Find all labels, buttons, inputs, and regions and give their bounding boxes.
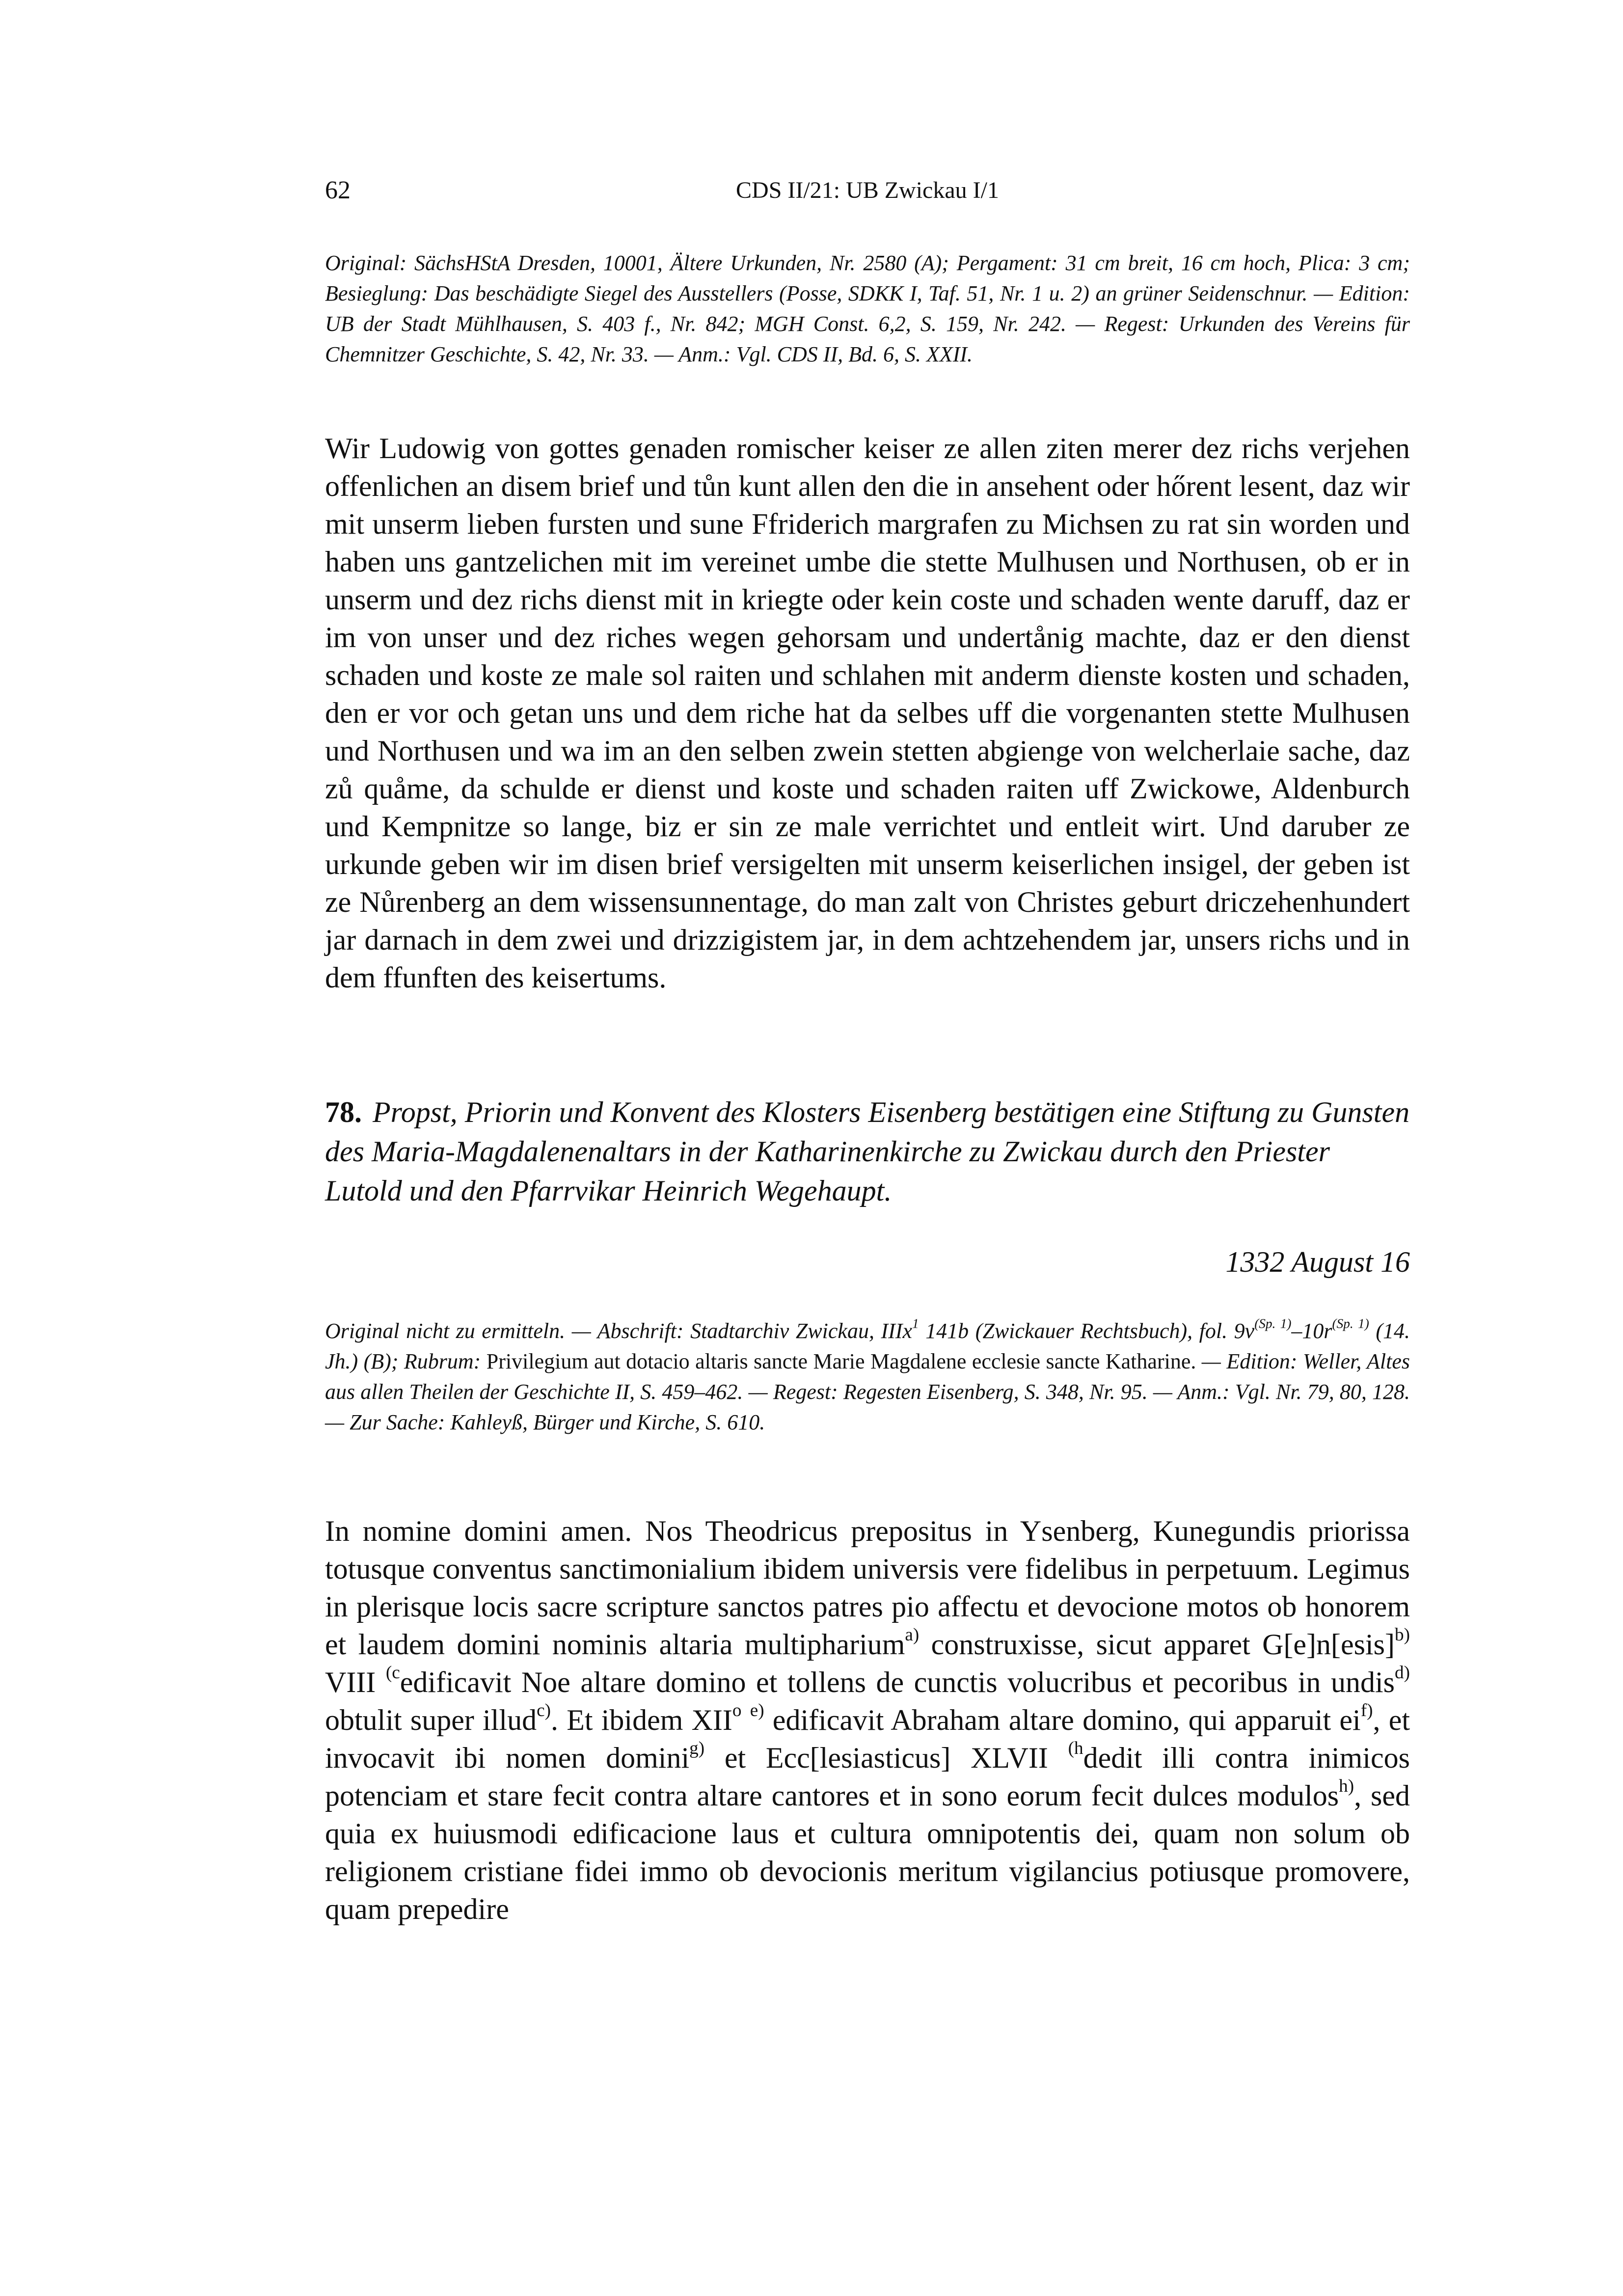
text-segment: construxisse, sicut apparet G[e]n[esis] bbox=[919, 1628, 1395, 1661]
doc78-source-note bbox=[325, 1316, 1410, 1438]
text-segment: obtulit super illud bbox=[325, 1704, 537, 1736]
text-segment: edificavit Abraham altare domino, qui apparuit ei bbox=[764, 1704, 1361, 1736]
doc78-body-text bbox=[325, 1512, 1410, 1928]
doc78-charter-text bbox=[325, 1512, 1410, 1928]
footnote-mark: h) bbox=[1339, 1776, 1354, 1797]
text-segment: et Ecc[lesiasticus] XLVII bbox=[704, 1742, 1068, 1774]
note-segment: Original nicht zu ermitteln. — Abschrift: Stadtarchiv Zwickau, IIIx bbox=[325, 1319, 912, 1343]
text-segment: . Et ibidem XII bbox=[550, 1704, 732, 1736]
footnote-mark: d) bbox=[1395, 1663, 1410, 1683]
doc78-number: 78. bbox=[325, 1096, 362, 1128]
text-segment: dedit illi contra inimicos potenciam et stare fecit contra altare cantores et in sono eorum fecit dulces modulos bbox=[325, 1742, 1410, 1812]
footnote-mark: f) bbox=[1360, 1700, 1373, 1721]
footnote-mark: a) bbox=[905, 1625, 920, 1645]
text-segment: edificavit Noe altare domino et tollens de cunctis volucribus et pecoribus in undis bbox=[400, 1666, 1395, 1698]
note-superscript: 1 bbox=[912, 1316, 919, 1331]
text-segment: , sed quia ex huiusmodi edificacione laus et cultura omnipotentis dei, quam non solum ob religionem cristiane fidei immo ob devocionis meritum vigilancius potiusque promovere, quam prepedire bbox=[325, 1779, 1410, 1925]
running-title: CDS II/21: UB Zwickau I/1 bbox=[736, 177, 999, 203]
doc78-title: Propst, Priorin und Konvent des Klosters Eisenberg bestätigen eine Stiftung zu Gunsten des Maria-Magdalenenaltars in der Katharinenkirche zu Zwickau durch den Priester Lutold und den Pfarrvikar Heinrich Wegehaupt. bbox=[325, 1096, 1410, 1207]
footnote-mark: b) bbox=[1395, 1625, 1410, 1645]
footnote-mark: g) bbox=[689, 1738, 705, 1759]
footnote-mark: c) bbox=[537, 1700, 551, 1721]
note-superscript: (Sp. 1) bbox=[1332, 1316, 1369, 1331]
note-segment: (14. Jh.) (B); Rubrum: bbox=[325, 1319, 1410, 1373]
doc77-body-text bbox=[325, 430, 1410, 997]
page-number: 62 bbox=[325, 176, 351, 204]
text-segment: In nomine domini amen. Nos Theodricus prepositus in Ysenberg, Kunegundis priorissa totusque conventus sanctimonialium ibidem universis vere fidelibus in perpetuum. Legimus in plerisque locis sacre scripture sanctos patres pio affectu et devocione motos ob honorem et laudem domini nominis altaria multipharium bbox=[325, 1515, 1410, 1661]
rubrum-text: Privilegium aut dotacio altaris sancte Marie Magdalene ecclesie sancte Katharine. bbox=[486, 1349, 1196, 1373]
footnote-mark: (h bbox=[1068, 1738, 1083, 1759]
doc77-source-note-text: Original: SächsHStA Dresden, 10001, Ältere Urkunden, Nr. 2580 (A); Pergament: 31 cm breit, 16 cm hoch, Plica: 3 cm; Besieglung: Das beschädigte Siegel des Ausstellers (Posse, SDKK I, Taf. 51, Nr. 1 u. 2) an grüner Seidenschnur. — Edition: UB der Stadt Mühlhausen, S. 403 f., Nr. 842; MGH Const. 6,2, S. 159, Nr. 242. — Regest: Urkunden des Vereins für Chemnitzer Geschichte, S. 42, Nr. 33. — Anm.: Vgl. CDS II, Bd. 6, S. XXII. bbox=[325, 251, 1410, 366]
ordinal-mark: o bbox=[732, 1700, 742, 1721]
doc78-source-note-text bbox=[325, 1316, 1410, 1438]
note-segment: –10r bbox=[1291, 1319, 1332, 1343]
text-segment: VIII bbox=[325, 1666, 386, 1698]
note-segment: 141b (Zwickauer Rechtsbuch), fol. 9v bbox=[919, 1319, 1255, 1343]
footnote-mark: (c bbox=[385, 1663, 400, 1683]
footnote-mark: e) bbox=[750, 1700, 764, 1721]
page-header bbox=[325, 171, 1410, 210]
doc78-heading bbox=[325, 1093, 1410, 1210]
doc77-charter-text: Wir Ludowig von gottes genaden romischer keiser ze allen ziten merer dez richs verjehen offenlichen an disem brief und tůn kunt allen den die in ansehent oder hőrent lesent, daz wir mit unserm lieben fursten und sune Ffriderich margrafen zu Michsen zu rat sin worden und haben uns gantzelichen mit im vereinet umbe die stette Mulhusen und Northusen, ob er in unserm und dez richs dienst mit in kriegte oder kein coste und schaden wente daruff, daz er im von unser und dez riches wegen gehorsam und undertånig machte, daz er den dienst schaden und koste ze male sol raiten und schlahen mit anderm dienste kosten und schaden, den er vor och getan uns und dem riche hat da selbes uff die vorgenanten stette Mulhusen und Northusen und wa im an den selben zwein stetten abgienge von welcherlaie sache, daz zů quåme, da schulde er dienst und koste und schaden raiten uff Zwickowe, Aldenburch und Kempnitze so lange, biz er sin ze male verrichtet und entleit wirt. Und daruber ze urkunde geben wir im disen brief versigelten mit unserm keiserlichen insigel, der geben ist ze Nůrenberg an dem wissensunnentage, do man zalt von Christes geburt driczehenhundert jar darnach in dem zwei und drizzigistem jar, in dem achtzehendem jar, unsers richs und in dem ffunften des keisertums. bbox=[325, 432, 1410, 994]
note-superscript: (Sp. 1) bbox=[1254, 1316, 1292, 1331]
doc78-date: 1332 August 16 bbox=[1225, 1246, 1410, 1278]
text-segment: , et invocavit ibi nomen domini bbox=[325, 1704, 1410, 1774]
note-segment: — Edition: Weller, Altes aus allen Theilen der Geschichte II, S. 459–462. — Regest: Regesten Eisenberg, S. 348, Nr. 95. — Anm.: Vgl. Nr. 79, 80, 128. — Zur Sache: Kahleyß, Bürger und Kirche, S. 610. bbox=[325, 1349, 1410, 1434]
doc77-source-note bbox=[325, 248, 1410, 370]
